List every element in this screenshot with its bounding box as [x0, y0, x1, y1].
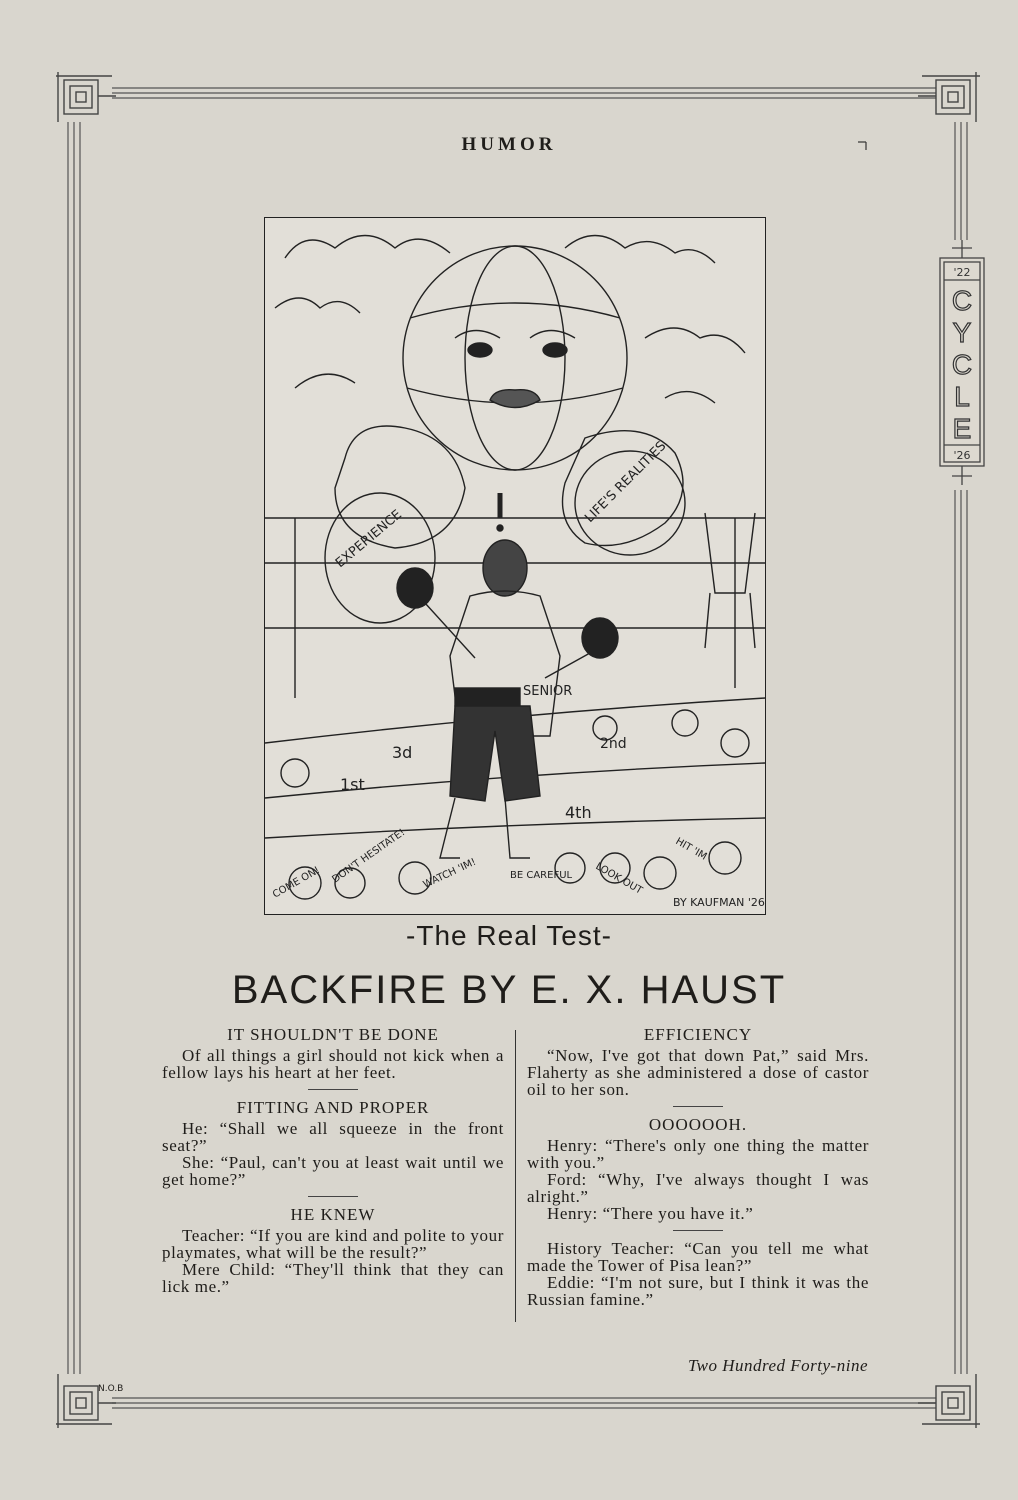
svg-text:L: L	[954, 381, 970, 412]
label-fourth: 4th	[565, 803, 592, 822]
label-experience: EXPERIENCE	[332, 507, 405, 572]
joke-paragraph: She: “Paul, can't you at least wait until we get home?”	[162, 1153, 504, 1189]
joke-paragraph: Henry: “There you have it.”	[547, 1204, 754, 1223]
cartoon-illustration	[264, 217, 766, 915]
section-rule	[673, 1230, 723, 1231]
section-rule	[308, 1089, 358, 1090]
page-title: BACKFIRE BY E. X. HAUST	[231, 968, 787, 1012]
cartoon-caption: -The Real Test-	[406, 920, 612, 951]
cycle-yearbook-badge	[938, 240, 986, 485]
label-look-out: LOOK OUT	[593, 861, 645, 897]
joke-paragraph: Henry: “There's only one thing the matter with you.”	[527, 1136, 869, 1172]
joke-paragraph: Ford: “Why, I've always thought I was alright.”	[527, 1170, 869, 1206]
label-second: 2nd	[600, 736, 627, 752]
border-designer-initials: N.O.B	[98, 1384, 124, 1394]
joke-heading: EFFICIENCY	[643, 1025, 753, 1044]
svg-text:Y: Y	[952, 317, 972, 348]
joke-paragraph: Eddie: “I'm not sure, but I think it was the Russian famine.”	[527, 1273, 869, 1309]
joke-heading: FITTING AND PROPER	[236, 1098, 430, 1117]
label-signature: BY KAUFMAN '26	[673, 896, 765, 909]
badge-year-bottom: '26	[953, 449, 971, 462]
left-column	[162, 1026, 504, 1295]
badge-year-top: '22	[953, 266, 971, 279]
section-header: HUMOR	[461, 134, 557, 155]
joke-paragraph: He: “Shall we all squeeze in the front seat?”	[162, 1119, 504, 1155]
boxing-cartoon-drawing	[265, 218, 765, 914]
label-hit-im: HIT 'IM	[673, 836, 709, 863]
joke-paragraph: Mere Child: “They'll think that they can lick me.”	[162, 1260, 504, 1296]
svg-text:C: C	[951, 285, 973, 316]
page-number: Two Hundred Forty-nine	[687, 1356, 868, 1375]
corner-ornament-bottom-left	[56, 1374, 116, 1428]
label-dont-hesitate: DON'T HESITATE!	[330, 827, 408, 886]
label-first: 1st	[340, 775, 365, 794]
column-divider	[515, 1030, 516, 1322]
label-be-careful: BE CAREFUL	[510, 870, 573, 881]
right-column	[527, 1026, 869, 1308]
corner-ornament-bottom-right	[918, 1374, 980, 1428]
section-rule	[673, 1106, 723, 1107]
label-watch-im: WATCH 'IM!	[421, 856, 478, 891]
joke-paragraph: Of all things a girl should not kick when a fellow lays his heart at her feet.	[162, 1046, 504, 1082]
joke-paragraph: Teacher: “If you are kind and polite to your playmates, what will be the result?”	[162, 1226, 504, 1262]
label-come-on: COME ON!	[271, 864, 322, 901]
corner-ornament-top-left	[56, 72, 116, 122]
corner-ornament-top-right	[918, 72, 980, 122]
joke-heading: OOOOOOH.	[648, 1115, 748, 1134]
svg-text:C: C	[951, 349, 973, 380]
label-lifes-realities: LIFE'S REALITIES	[582, 438, 670, 526]
joke-heading: HE KNEW	[290, 1205, 376, 1224]
joke-paragraph: “Now, I've got that down Pat,” said Mrs. Flaherty as she administered a dose of castor oil to her son.	[527, 1046, 869, 1099]
joke-paragraph: History Teacher: “Can you tell me what made the Tower of Pisa lean?”	[527, 1239, 869, 1275]
label-third: 3d	[392, 743, 413, 762]
label-senior: SENIOR	[523, 684, 573, 699]
section-rule	[308, 1196, 358, 1197]
svg-text:E: E	[952, 413, 972, 444]
joke-heading: IT SHOULDN'T BE DONE	[227, 1025, 439, 1044]
